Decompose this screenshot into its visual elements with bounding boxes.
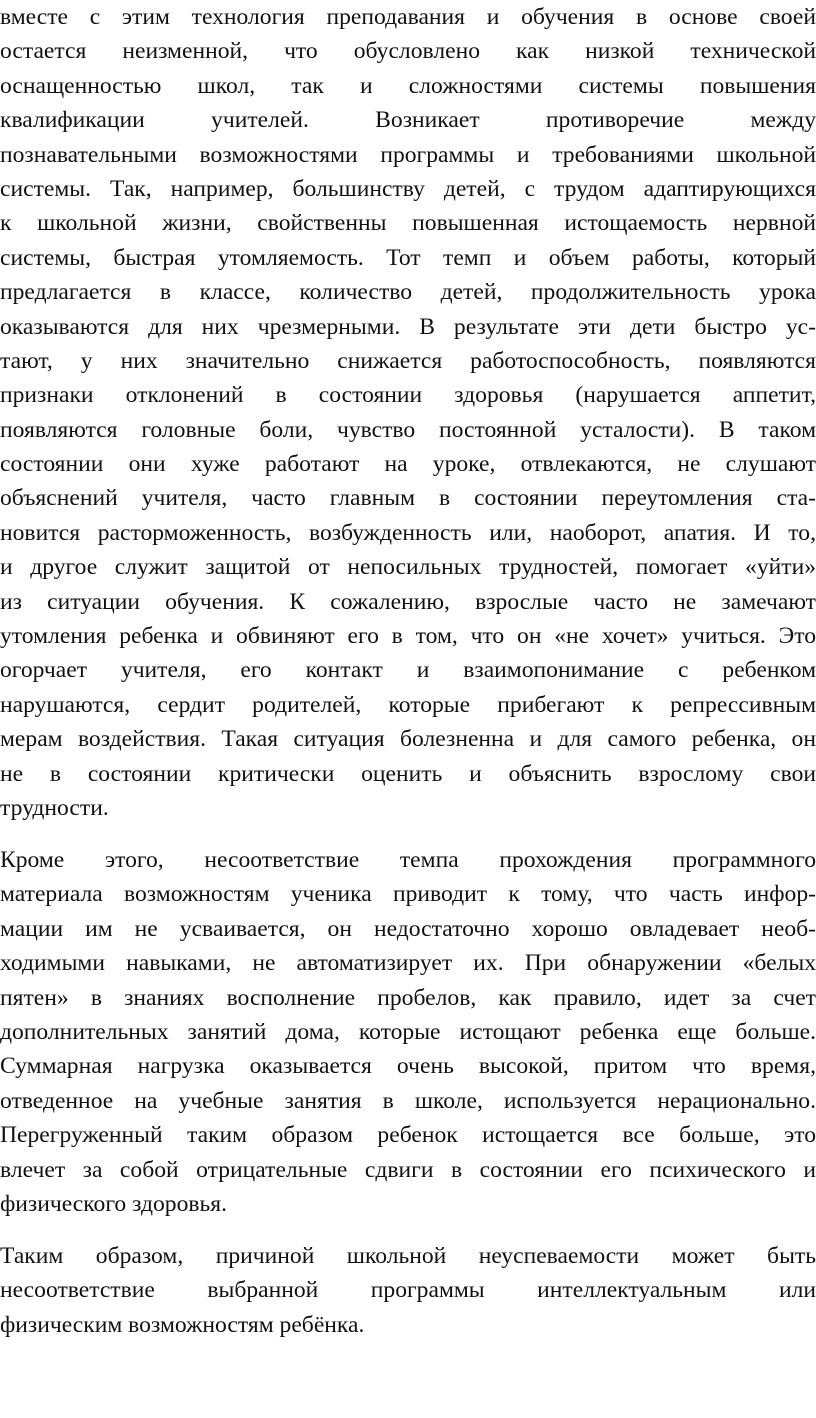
text-line: Кроме этого, несоответствие темпа прохождения программного <box>0 847 816 873</box>
text-line: нарушаются, сердит родителей, которые прибегают к репрессивным <box>0 691 816 718</box>
text-line: утомления ребенка и обвиняют его в том, что он «не хочет» учиться. Это <box>0 623 816 650</box>
paragraph-3 <box>0 1239 816 1342</box>
text-line: из ситуации обучения. К сожалению, взрослые часто не замечают <box>0 588 816 615</box>
text-line: мерам воздействия. Такая ситуация болезненна и для самого ребенка, он <box>0 726 816 753</box>
text-line: Перегруженный таким образом ребенок истощается все больше, это <box>0 1122 816 1149</box>
text-line: системы, быстрая утомляемость. Тот темп и объем работы, который <box>0 244 816 271</box>
text-line: признаки отклонений в состоянии здоровья (нарушается аппетит, <box>0 382 816 409</box>
text-line: не в состоянии критически оценить и объяснить взрослому свои <box>0 760 816 787</box>
text-line: трудности. <box>0 794 109 821</box>
text-line: квалификации учителей. Возникает противоречие между <box>0 107 816 134</box>
text-line: оказываются для них чрезмерными. В результате эти дети быстро ус- <box>0 313 816 340</box>
text-line: появляются головные боли, чувство постоянной усталости). В таком <box>0 416 816 443</box>
text-line: объяснений учителя, часто главным в состоянии переутомления ста- <box>0 485 816 512</box>
text-line: Суммарная нагрузка оказывается очень высокой, притом что время, <box>0 1053 816 1080</box>
text-line: вместе с этим технология преподавания и обучения в основе своей <box>0 4 816 30</box>
text-line: Таким образом, причиной школьной неуспеваемости может быть <box>0 1243 816 1269</box>
paragraph-2 <box>0 843 816 1221</box>
text-line: оснащенностью школ, так и сложностями системы повышения <box>0 72 816 99</box>
text-line: предлагается в классе, количество детей, продолжительность урока <box>0 279 816 306</box>
text-line: огорчает учителя, его контакт и взаимопонимание с ребенком <box>0 657 816 684</box>
text-line: к школьной жизни, свойственны повышенная истощаемость нервной <box>0 210 816 237</box>
text-line: дополнительных занятий дома, которые истощают ребенка еще больше. <box>0 1018 816 1045</box>
text-line: состоянии они хуже работают на уроке, отвлекаются, не слушают <box>0 451 816 478</box>
text-line: мации им не усваивается, он недостаточно хорошо овладевает необ- <box>0 915 816 942</box>
text-line: несоответствие выбранной программы интеллектуальным или <box>0 1277 816 1304</box>
text-line: материала возможностям ученика приводит к тому, что часть инфор- <box>0 881 816 908</box>
text-line: тают, у них значительно снижается работоспособность, появляются <box>0 347 816 374</box>
text-line: отведенное на учебные занятия в школе, используется нерационально. <box>0 1087 816 1114</box>
text-line: ходимыми навыками, не автоматизирует их. При обнаружении «белых <box>0 950 816 977</box>
text-line: остается неизменной, что обусловлено как низкой технической <box>0 38 816 65</box>
text-line: познавательными возможностями программы и требованиями школьной <box>0 141 816 168</box>
text-line: системы. Так, например, большинству детей, с трудом адаптирующихся <box>0 175 816 202</box>
text-line: новится расторможенность, возбужденность или, наоборот, апатия. И то, <box>0 519 816 546</box>
text-line: физическим возможностям ребёнка. <box>0 1311 365 1338</box>
text-line: влечет за собой отрицательные сдвиги в состоянии его психического и <box>0 1156 816 1183</box>
text-line: физического здоровья. <box>0 1190 228 1217</box>
text-line: и другое служит защитой от непосильных трудностей, помогает «уйти» <box>0 554 816 581</box>
text-line: пятен» в знаниях восполнение пробелов, как правило, идет за счет <box>0 984 816 1011</box>
